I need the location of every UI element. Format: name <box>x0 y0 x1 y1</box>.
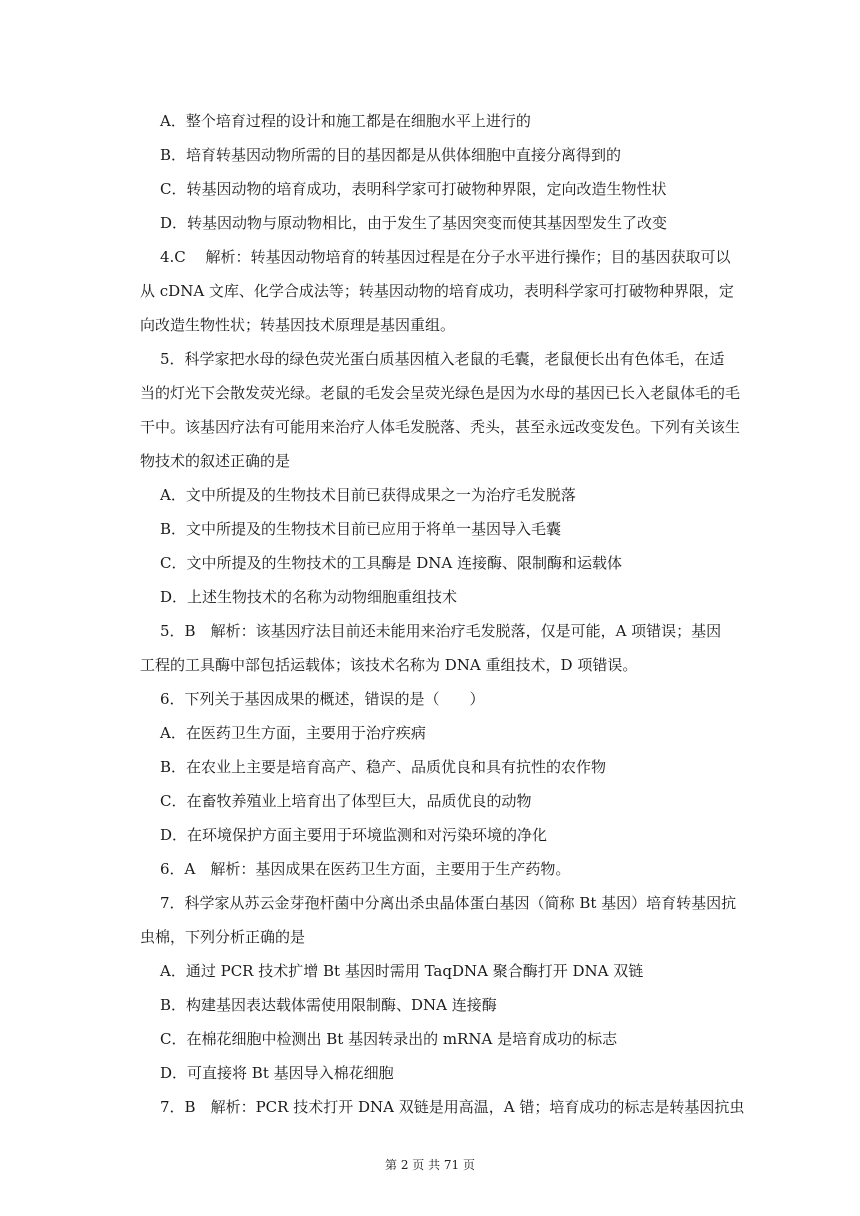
option-5d: D．上述生物技术的名称为动物细胞重组技术 <box>160 588 458 606</box>
option-6a: A．在医药卫生方面，主要用于治疗疾病 <box>160 724 426 742</box>
answer-4-line-2: 从 cDNA 文库、化学合成法等；转基因动物的培育成功，表明科学家可打破物种界限，定 <box>140 282 734 300</box>
page-footer: 第 2 页 共 71 页 <box>385 1158 475 1172</box>
question-6: 6．下列关于基因成果的概述，错误的是（ ） <box>160 690 485 708</box>
question-5-line-3: 干中。该基因疗法有可能用来治疗人体毛发脱落、秃头，甚至永远改变发色。下列有关该生 <box>140 418 741 436</box>
option-3b: B．培育转基因动物所需的目的基因都是从供体细胞中直接分离得到的 <box>160 146 622 164</box>
answer-6: 6．A 解析：基因成果在医药卫生方面，主要用于生产药物。 <box>160 860 571 878</box>
option-7c: C．在棉花细胞中检测出 Bt 基因转录出的 mRNA 是培育成功的标志 <box>160 1030 618 1048</box>
option-6d: D．在环境保护方面主要用于环境监测和对污染环境的净化 <box>160 826 548 844</box>
question-7-line-2: 虫棉，下列分析正确的是 <box>140 928 306 946</box>
option-5a: A．文中所提及的生物技术目前已获得成果之一为治疗毛发脱落 <box>160 486 576 504</box>
answer-4-line-1: 4.C 解析：转基因动物培育的转基因过程是在分子水平进行操作；目的基因获取可以 <box>160 248 731 266</box>
question-5-line-4: 物技术的叙述正确的是 <box>140 452 291 470</box>
option-5b: B．文中所提及的生物技术目前已应用于将单一基因导入毛囊 <box>160 520 562 538</box>
answer-4-line-3: 向改造生物性状；转基因技术原理是基因重组。 <box>140 316 456 334</box>
option-6c: C．在畜牧养殖业上培育出了体型巨大，品质优良的动物 <box>160 792 532 810</box>
question-5-line-1: 5．科学家把水母的绿色荧光蛋白质基因植入老鼠的毛囊，老鼠便长出有色体毛，在适 <box>160 350 725 368</box>
option-3d: D．转基因动物与原动物相比，由于发生了基因突变而使其基因型发生了改变 <box>160 214 668 232</box>
option-3c: C．转基因动物的培育成功，表明科学家可打破物种界限，定向改造生物性状 <box>160 180 667 198</box>
option-7a: A．通过 PCR 技术扩增 Bt 基因时需用 TaqDNA 聚合酶打开 DNA 双链 <box>160 962 644 980</box>
option-6b: B．在农业上主要是培育高产、稳产、品质优良和具有抗性的农作物 <box>160 758 607 776</box>
option-7b: B．构建基因表达载体需使用限制酶、DNA 连接酶 <box>160 996 497 1014</box>
option-7d: D．可直接将 Bt 基因导入棉花细胞 <box>160 1064 394 1082</box>
answer-5-line-2: 工程的工具酶中部包括运载体；该技术名称为 DNA 重组技术，D 项错误。 <box>140 656 638 674</box>
question-5-line-2: 当的灯光下会散发荧光绿。老鼠的毛发会呈荧光绿色是因为水母的基因已长入老鼠体毛的毛 <box>140 384 741 402</box>
option-5c: C．文中所提及的生物技术的工具酶是 DNA 连接酶、限制酶和运载体 <box>160 554 622 572</box>
answer-7-line-1: 7．B 解析：PCR 技术打开 DNA 双链是用高温，A 错；培育成功的标志是转基因抗虫 <box>160 1098 745 1116</box>
option-3a: A．整个培育过程的设计和施工都是在细胞水平上进行的 <box>160 112 531 130</box>
answer-5-line-1: 5．B 解析：该基因疗法目前还未能用来治疗毛发脱落，仅是可能，A 项错误；基因 <box>160 622 722 640</box>
question-7-line-1: 7．科学家从苏云金芽孢杆菌中分离出杀虫晶体蛋白基因（简称 Bt 基因）培育转基因抗 <box>160 894 737 912</box>
